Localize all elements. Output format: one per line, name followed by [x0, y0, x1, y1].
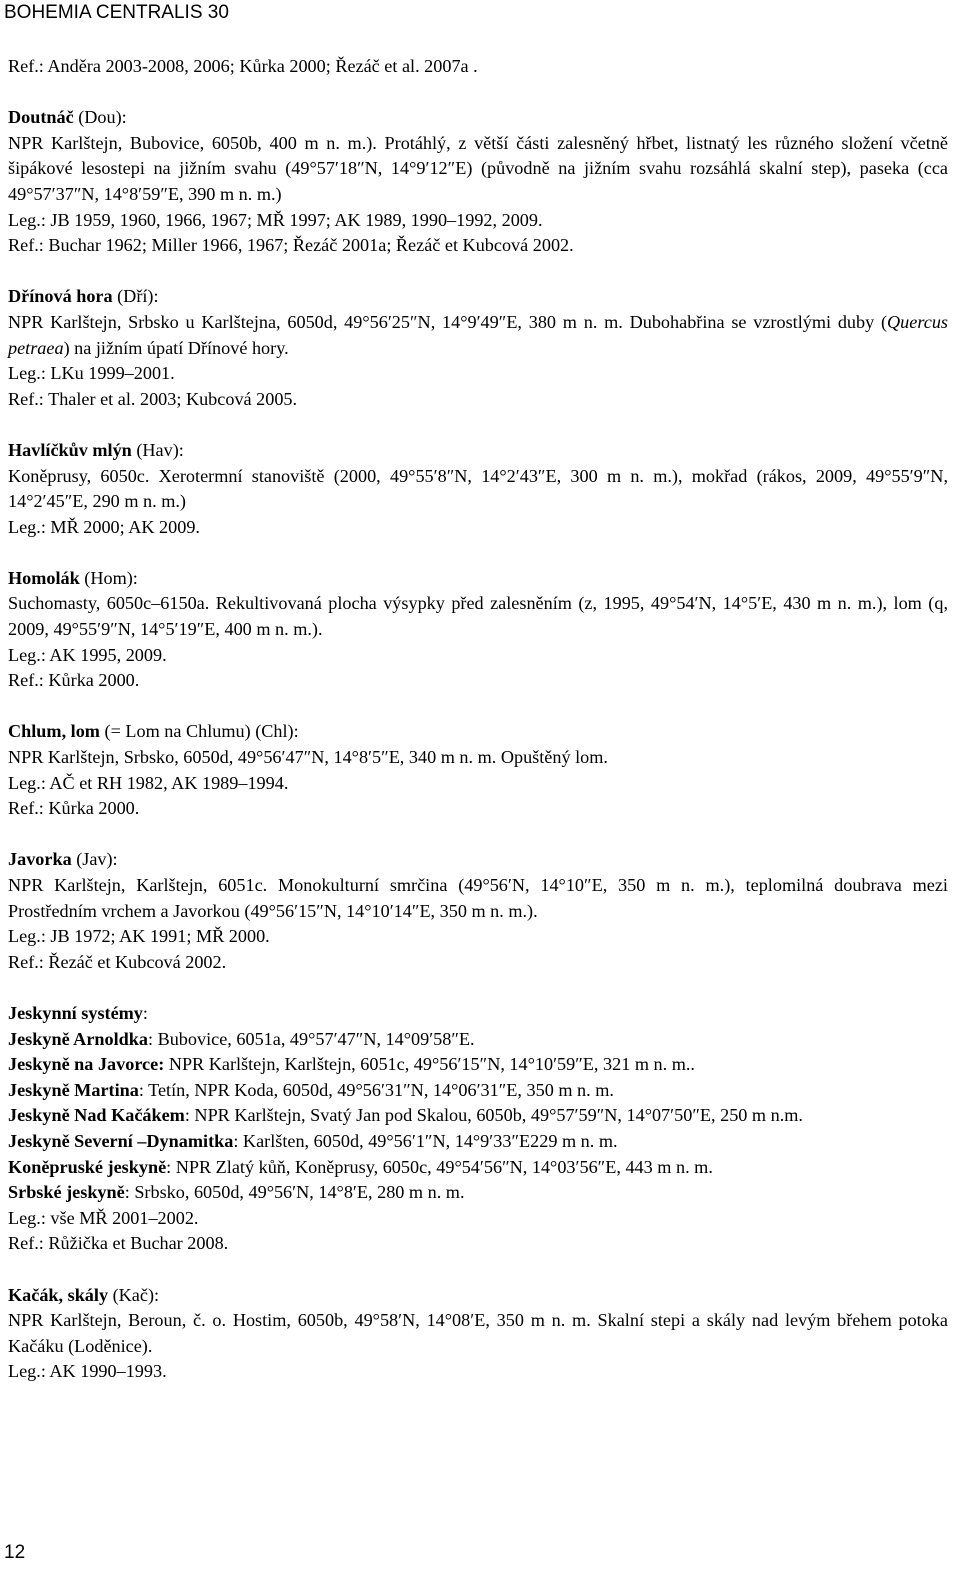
- cave-item: [8, 1078, 948, 1104]
- leg-line: Leg.: JB 1972; AK 1991; MŘ 2000.: [8, 926, 270, 947]
- cave-name: Jeskyně Nad Kačákem: [8, 1105, 185, 1126]
- intro-ref: Ref.: Anděra 2003-2008, 2006; Kůrka 2000; Řezáč et al. 2007a .: [8, 56, 478, 76]
- entry-drinova-hora: [8, 284, 948, 412]
- entry-kacak-skaly: [8, 1283, 948, 1385]
- description-text: NPR Karlštejn, Srbsko u Karlštejna, 6050d, 49°56′25″N, 14°9′49″E, 380 m n. m. Dubohabřina se vzrostlými duby (: [8, 311, 888, 332]
- page-number: 12: [4, 1542, 26, 1563]
- ref-line: Ref.: Thaler et al. 2003; Kubcová 2005.: [8, 388, 298, 409]
- ref-line: Ref.: Buchar 1962; Miller 1966, 1967; Řezáč 2001a; Řezáč et Kubcová 2002.: [8, 235, 574, 256]
- cave-text: : Tetín, NPR Koda, 6050d, 49°56′31″N, 14°06′31″E, 350 m n. m.: [138, 1079, 614, 1100]
- cave-name: Jeskyně Severní –Dynamitka: [8, 1130, 234, 1151]
- locality-description: NPR Karlštejn, Karlštejn, 6051c. Monokulturní smrčina (49°56′N, 14°10″E, 350 m n. m.), teplomilná doubrava mezi Prostředním vrchem a Javorkou (49°56′15″N, 14°10′14″E, 350 m n. m.).: [8, 875, 948, 921]
- cave-name: Koněpruské jeskyně: [8, 1156, 167, 1177]
- cave-item: [8, 1027, 948, 1053]
- cave-name: Jeskyně Martina: [8, 1079, 139, 1100]
- locality-description: Koněprusy, 6050c. Xerotermní stanoviště (2000, 49°55′8″N, 14°2′43″E, 300 m n. m.), mokřad (rákos, 2009, 49°55′9″N, 14°2′45″E, 290 m n. m.): [8, 465, 948, 512]
- locality-code: (Jav):: [71, 849, 118, 870]
- ref-line: Ref.: Řezáč et Kubcová 2002.: [8, 951, 227, 972]
- locality-name: Doutnáč: [8, 107, 74, 128]
- locality-description: NPR Karlštejn, Beroun, č. o. Hostim, 6050b, 49°58′N, 14°08′E, 350 m n. m. Skalní stepi a skály nad levým břehem potoka Kačáku (Loděnice).: [8, 1310, 948, 1356]
- locality-code: (Hom):: [79, 567, 138, 588]
- entry-havlickuv-mlyn: [8, 438, 948, 540]
- cave-item: [8, 1052, 948, 1078]
- entry-heading: [8, 566, 948, 592]
- locality-name: Kačák, skály: [8, 1284, 109, 1305]
- cave-item: [8, 1103, 948, 1129]
- running-header: BOHEMIA CENTRALIS 30: [4, 2, 229, 23]
- entry-heading: [8, 105, 948, 131]
- cave-text: : Bubovice, 6051a, 49°57′47″N, 14°09′58″E.: [147, 1028, 475, 1049]
- species-name: Quercus petraea: [8, 311, 948, 358]
- leg-line: Leg.: JB 1959, 1960, 1966, 1967; MŘ 1997; AK 1989, 1990–1992, 2009.: [8, 209, 543, 230]
- locality-description: Suchomasty, 6050c–6150a. Rekultivovaná plocha výsypky před zalesněním (z, 1995, 49°54′N, 14°5′E, 430 m n. m.), lom (q, 2009, 49°55′9″N, 14°5′19″E, 400 m n. m.).: [8, 593, 948, 640]
- entry-homolak: [8, 566, 948, 694]
- cave-text: : NPR Zlatý kůň, Koněprusy, 6050c, 49°54′56″N, 14°03′56″E, 443 m n. m.: [166, 1156, 713, 1177]
- cave-text: NPR Karlštejn, Karlštejn, 6051c, 49°56′15″N, 14°10′59″E, 321 m n. m..: [164, 1054, 695, 1075]
- locality-name: Dřínová hora: [8, 286, 113, 307]
- locality-code: (Dří):: [112, 286, 159, 307]
- ref-line: Ref.: Kůrka 2000.: [8, 670, 140, 691]
- leg-line: Leg.: vše MŘ 2001–2002.: [8, 1207, 199, 1228]
- locality-name: Jeskynní systémy: [8, 1002, 143, 1023]
- locality-description: NPR Karlštejn, Srbsko, 6050d, 49°56′47″N, 14°8′5″E, 340 m n. m. Opuštěný lom.: [8, 747, 608, 768]
- cave-name: Srbské jeskyně: [8, 1182, 125, 1203]
- locality-description: [8, 310, 948, 361]
- leg-line: Leg.: AK 1995, 2009.: [8, 644, 167, 665]
- locality-code: (= Lom na Chlumu) (Chl):: [99, 721, 299, 742]
- cave-item: [8, 1129, 948, 1155]
- cave-text: : NPR Karlštejn, Svatý Jan pod Skalou, 6050b, 49°57′59″N, 14°07′50″E, 250 m n.m.: [184, 1105, 803, 1126]
- leg-line: Leg.: AK 1990–1993.: [8, 1361, 167, 1382]
- cave-item: [8, 1180, 948, 1206]
- entry-doutnac: [8, 105, 948, 259]
- ref-line: Ref.: Růžička et Buchar 2008.: [8, 1233, 229, 1254]
- locality-code: (Dou):: [73, 107, 127, 128]
- locality-code: (Hav):: [131, 439, 184, 460]
- entry-jeskynni-systemy: [8, 1001, 948, 1257]
- cave-text: : Karlšten, 6050d, 49°56′1″N, 14°9′33″E229 m n. m.: [233, 1130, 618, 1151]
- entry-heading: [8, 284, 948, 310]
- locality-description: NPR Karlštejn, Bubovice, 6050b, 400 m n. m.). Protáhlý, z větší části zalesněný hřbet, listnatý les různého složení včetně šipákové lesostepi na jižním svahu (49°57′18″N, 14°9′12″E) (původně na jižním svahu rozsáhlá skalní step), paseka (cca 49°57′37″N, 14°8′59″E, 390 m n. m.): [8, 132, 948, 204]
- cave-name: Jeskyně na Javorce:: [8, 1054, 165, 1075]
- entry-heading: [8, 719, 948, 745]
- cave-text: : Srbsko, 6050d, 49°56′N, 14°8′E, 280 m n. m.: [124, 1182, 465, 1203]
- entry-heading: [8, 438, 948, 464]
- leg-line: Leg.: MŘ 2000; AK 2009.: [8, 516, 200, 537]
- entry-heading: [8, 1283, 948, 1309]
- leg-line: Leg.: LKu 1999–2001.: [8, 363, 175, 384]
- locality-name: Chlum, lom: [8, 721, 100, 742]
- entry-javorka: [8, 847, 948, 975]
- entry-heading: [8, 1001, 948, 1027]
- cave-name: Jeskyně Arnoldka: [8, 1028, 148, 1049]
- entry-heading: [8, 847, 948, 873]
- locality-code: :: [142, 1002, 148, 1023]
- description-text: ) na jižním úpatí Dřínové hory.: [63, 337, 289, 358]
- entry-chlum-lom: [8, 719, 948, 821]
- locality-name: Havlíčkův mlýn: [8, 439, 132, 460]
- document-body: [8, 54, 948, 1385]
- ref-line: Ref.: Kůrka 2000.: [8, 798, 140, 819]
- leg-line: Leg.: AČ et RH 1982, AK 1989–1994.: [8, 772, 289, 793]
- locality-name: Javorka: [8, 849, 72, 870]
- cave-item: [8, 1155, 948, 1181]
- locality-code: (Kač):: [108, 1284, 160, 1305]
- locality-name: Homolák: [8, 567, 80, 588]
